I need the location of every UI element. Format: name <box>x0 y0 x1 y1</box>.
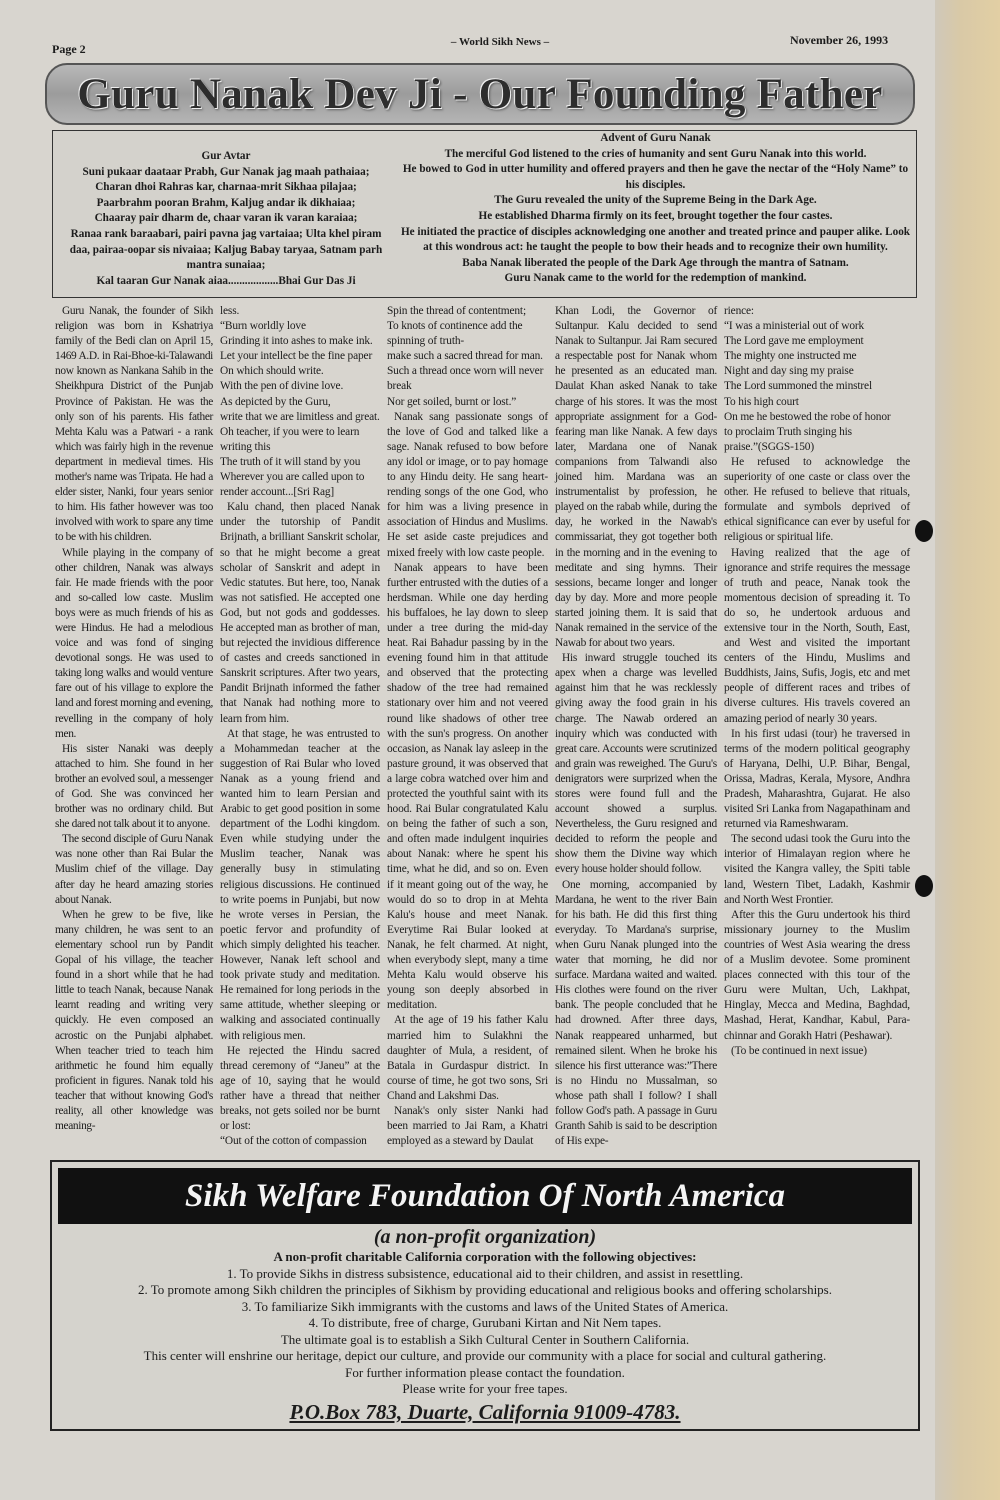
advent-line: The Guru revealed the unity of the Supreme Being in the Dark Age. <box>494 194 817 207</box>
advent-line: Guru Nanak came to the world for the redemption of mankind. <box>504 272 807 285</box>
article-paragraph: Khan Lodi, the Governor of Sultanpur. Kalu decided to send Nanak to Sultanpur. Jai Ram secured a respectable post for Nanak whom he presented as an educated man. Daulat Khan asked Nanak to take charge of his stores. It was the most appropriate assignment for a God-fearing man like Nanak. A few days later, Mardana one of Nanak companions from Talwandi also joined him. Mardana was an instrumentalist by profession, he played on the rabab while, during the day, he worked in the Nawab's commissariat, they got together both in the morning and in the evening to meditate and sing hymns. Their sessions, became longer and longer day by day. More and more people started joining them. It is said that Nanak remained in the service of the Nawab for about two years. <box>555 305 717 650</box>
article-paragraph: His sister Nanaki was deeply attached to him. She found in her brother an evolved soul, a messenger of God. She was convinced her brother was no ordinary child. But she dared not talk about it to anyone. <box>55 742 213 831</box>
article-column-1 <box>55 304 213 1134</box>
article-paragraph: Such a thread once worn will never break <box>387 365 544 393</box>
article-paragraph: Having realized that the age of ignorance and strife requires the message of truth and peace, Nanak took the momentous decision of spreading it. To do so, he undertook arduous and extensive tour in the North, South, East, and West and visited the important centers of the Hindu, Muslims and Buddhists, Jains, Sufis, Jogis, etc and met people of different races and tribes of diverse cultures. His travels covered an amazing period of nearly 30 years. <box>724 546 910 725</box>
article-column-2 <box>220 304 380 1149</box>
punch-hole <box>915 875 933 897</box>
article-paragraph: Nanak appears to have been further entrusted with the duties of a herdsman. While one day herding his buffaloes, he lay down to sleep under a tree during the mid-day heat. Rai Bahadur passing by in the evening found him in that attitude and observed that the protecting shadow of the tree had remained stationary over him and not veered round like shadows of other tree with the sun's progress. On another occasion, as Nanak lay asleep in the pasture ground, it was observed that a large cobra watched over him and protected the youthful saint with its hood. Rai Bular congratulated Kalu on being the father of such a son, and often made indulgent inquiries about Nanak: where he spent his time, what he did, and so on. Even if it meant going out of the way, he would do so to drop in at Mehta Kalu's house and meet Nanak. Everytime Rai Bular looked at Nanak, he felt charmed. At night, when everybody slept, many a time Mehta Kalu would observe his young son deeply absorbed in meditation. <box>387 561 548 1012</box>
article-paragraph: One morning, accompanied by Mardana, he went to the river Bain for his bath. He did this first thing everyday. To Mardana's surprise, when Guru Nanak plunged into the water that morning, he did nor surface. Mardana waited and waited. His clothes were found on the river bank. The people concluded that he had drowned. After three days, Nanak reappeared unharmed, but remained silent. When he broke his silence his first utterance was:”There is no Hindu no Mussalman, so whose path shall I follow? I shall follow God's path. A passage in Guru Granth Sahib is said to be description of His expe- <box>555 878 717 1148</box>
article-paragraph: Nor get soiled, burnt or lost.” <box>387 395 517 408</box>
article-paragraph: When he grew to be five, like many children, he was sent to an elementary school run by Pandit Gopal of his village, the teacher found in a short while that he had little to teach Nanak, because Nanak learnt reading and writing very quickly. He even composed an acrostic on the Punjabi alphabet. When teacher tried to teach him arithmetic he found him equally proficient in figures. Nanak told his teacher that without knowing God's reality, all other knowledge was meaning- <box>55 908 213 1133</box>
ad-line: 3. To familiarize Sikh immigrants with the customs and laws of the United States of America. <box>241 1298 729 1314</box>
gur-avtar-line: Suni pukaar daataar Prabh, Gur Nanak jag maah pathaiaa; <box>82 165 370 178</box>
article-paragraph: less. <box>220 305 240 317</box>
ad-address: P.O.Box 783, Duarte, California 91009-4783. <box>289 1399 681 1424</box>
ad-line: 1. To provide Sikhs in distress subsistence, educational aid to their children, and assist in resettling. <box>226 1265 744 1281</box>
ad-line: Please write for your free tapes. <box>402 1381 568 1396</box>
gur-avtar-line: Paarbrahm pooran Brahm, Kaljug andar ik dikhaiaa; <box>96 196 356 209</box>
advent-line: The merciful God listened to the cries of humanity and sent Guru Nanak into this world. <box>444 147 867 160</box>
article-paragraph: Let your intellect be the fine paper <box>220 350 373 363</box>
page-number: Page 2 <box>52 42 86 56</box>
advent-line: He initiated the practice of disciples acknowledging one another and treated prince and pauper alike. Look at this wondrous act: he taught the people to bow their heads and to recognize their own humility. <box>400 225 911 254</box>
intro-box <box>52 130 917 298</box>
article-paragraph: rience: <box>724 305 754 317</box>
article-paragraph: Nanak sang passionate songs of the love of God and talked like a sage. Nanak refused to bow before any idol or image, or to pay homage to any Hindu deity. He sang heart-rending songs of the one God, who for him was a living presence in association of Hindus and Muslims. He set aside caste prejudices and mixed freely with low caste people. <box>387 410 548 559</box>
page-edge <box>935 0 1000 1500</box>
ad-line: This center will enshrine our heritage, depict our culture, and provide our community with a place for social and cultural gathering. <box>143 1348 827 1363</box>
ad-line: A non-profit charitable California corporation with the following objectives: <box>273 1249 697 1264</box>
article-paragraph: The truth of it will stand by you <box>220 455 361 468</box>
article-paragraph: (To be continued in next issue) <box>731 1044 867 1057</box>
issue-date: November 26, 1993 <box>790 33 889 47</box>
article-paragraph: Grinding it into ashes to make ink. <box>220 335 373 348</box>
ad-line: For further information please contact the foundation. <box>345 1364 625 1380</box>
article-paragraph: make such a sacred thread for man. <box>387 350 543 363</box>
article-paragraph: Nanak's only sister Nanki had been married to Jai Ram, a Khatri employed as a steward by Daulat <box>387 1104 548 1148</box>
article-paragraph: Oh teacher, if you were to learn writing this <box>220 425 360 453</box>
ad-line: 4. To distribute, free of charge, Gurubani Kirtan and Nit Nem tapes. <box>308 1315 662 1330</box>
article-paragraph: “Burn worldly love <box>220 320 306 333</box>
article-paragraph: On me he bestowed the robe of honor <box>724 410 891 423</box>
article-paragraph: Wherever you are called upon to render account...[Sri Rag] <box>220 471 365 499</box>
article-column-3 <box>387 304 548 1149</box>
article-paragraph: “Out of the cotton of compassion <box>220 1135 367 1148</box>
article-paragraph: With the pen of divine love. <box>220 380 344 393</box>
punch-hole <box>915 520 933 542</box>
article-paragraph: Guru Nanak, the founder of Sikh religion was born in Kshatriya family of the Bedi clan on April 15, 1469 A.D. in Rai-Bhoe-ki-Talawandi now known as Nankana Sahib in the Sheikhpura District of the Punjab Province of Pakistan. He was the only son of his parents. His father Mehta Kalu was a Patwari - a rank which was fairly high in the revenue department in medieval times. His mother's name was Tripata. He had a elder sister, Nanki, four years senior to him. His father however was too involved with work to spare any time to be with his children. <box>55 305 213 544</box>
article-paragraph: While playing in the company of other children, Nanak was always fair. He made friends with the poor and so-called low caste. Muslim boys were as much friends of his as were Hindus. He had a melodious voice and was fond of singing devotional songs. He was used to taking long walks and would venture fare out of his village to explore the land and forest morning and evening, revelling in the company of holy men. <box>55 546 213 740</box>
headline: Guru Nanak Dev Ji - Our Founding Father <box>77 70 883 118</box>
article-column-4 <box>555 304 717 1149</box>
article-paragraph: His inward struggle touched its apex when a charge was levelled against him that he was recklessly giving away the food grain in his charge. The Nawab ordered an inquiry which was conducted with great care. Accounts were scrutinized and grain was reweighed. The Guru's denigrators were surprized when the stores were found full and the account showed a surplus. Nevertheless, the Guru resigned and decided to reform the people and show them the Divine way which every house holder should follow. <box>555 652 717 876</box>
article-paragraph: To knots of continence add the spinning of truth- <box>387 320 523 348</box>
article-paragraph: The second disciple of Guru Nanak was none other than Rai Bular the Muslim chief of the village. Day after day he heard amazing stories about Nanak. <box>55 833 213 906</box>
article-paragraph: He rejected the Hindu sacred thread ceremony of “Janeu” at the age of 10, saying that he would rather have a thread that neither breaks, not gets soiled nor be burnt or lost: <box>220 1044 380 1133</box>
article-paragraph: As depicted by the Guru, <box>220 395 331 408</box>
gur-avtar-line: Kal taaran Gur Nanak aiaa..................Bhai Gur Das Ji <box>96 274 356 287</box>
advent-heading: Advent of Guru Nanak <box>600 132 711 144</box>
article-paragraph: “I was a ministerial out of work <box>724 320 865 333</box>
paper-name: – World Sikh News – <box>450 36 550 48</box>
article-paragraph: Kalu chand, then placed Nanak under the tutorship of Pandit Brijnath, a brilliant Sanskrit scholar, so that he might become a great scholar of Sanskrit and adept in Vedic statutes. But here, too, Nanak was not satisfied. He accepted one God, but not gods and goddesses. He accepted man as brother of man, but rejected the invidious difference of castes and creeds sanctioned in Sanskrit scriptures. After two years, Pandit Brijnath informed the father that Nanak had nothing more to learn from him. <box>220 501 380 725</box>
ad-line: The ultimate goal is to establish a Sikh Cultural Center in Southern California. <box>280 1331 690 1347</box>
article-paragraph: write that we are limitless and great. <box>220 410 380 423</box>
gur-avtar <box>61 149 391 289</box>
gur-avtar-line: Ranaa rank baraabari, pairi pavna jag vartaiaa; Ulta khel piram daa, pairaa-oopar sis nivaiaa; Kaljug Babay taryaa, Satnam parh mantra sunaiaa; <box>69 227 383 272</box>
headline-banner <box>45 63 915 125</box>
gur-avtar-line: Charan dhoi Rahras kar, charnaa-mrit Sikhaa pilajaa; <box>95 181 357 194</box>
ad-line: 2. To promote among Sikh children the principles of Sikhism by providing educational and religious books and offering scholarships. <box>137 1282 832 1297</box>
article-paragraph: Spin the thread of contentment; <box>387 305 526 317</box>
article-column-5 <box>724 304 910 1059</box>
article-paragraph: The Lord summoned the minstrel <box>724 380 872 393</box>
advent <box>398 131 913 287</box>
article-paragraph: After this the Guru undertook his third missionary journey to the Muslim countries of West Asia wearing the dress of a Muslim devotee. Some prominent places connected with this tour of the Guru were Multan, Uch, Lakhpat, Hinglay, Mecca and Medina, Baghdad, Mashad, Herat, Kandhar, Kabul, Para-chinnar and Gorakh Hatri (Peshawar). <box>724 908 910 1042</box>
article-paragraph: At that stage, he was entrusted to a Mohammedan teacher at the suggestion of Rai Bular who loved Nanak as a young friend and wanted him to learn Persian and Arabic to get good position in some department of the Lodhi kingdom. Even while studying under the Muslim teacher, Nanak was generally busy in stimulating religious discussions. He continued to write poems in Punjabi, but now he wrote verses in Persian, the poetic fervor and profundity of which simply delighted his teacher. However, Nanak left school and took private study and meditation. He remained for long periods in the same attitude, whether sleeping or walking and associated continually with religious men. <box>220 727 380 1042</box>
advertisement <box>50 1160 920 1431</box>
article-paragraph: The mighty one instructed me <box>724 350 857 363</box>
advent-line: He bowed to God in utter humility and offered prayers and then he gave the nectar of the “Holy Name” to his disciples. <box>402 163 909 191</box>
advent-line: He established Dharma firmly on its feet, brought together the four castes. <box>478 209 833 222</box>
advent-line: Baba Nanak liberated the people of the Dark Age through the mantra of Satnam. <box>462 256 849 269</box>
article-paragraph: The Lord gave me employment <box>724 335 864 348</box>
article-paragraph: He refused to acknowledge the superiority of one caste or class over the other. He refused to believe that rituals, formulate and symbols deprived of ethical significance can ever by useful for religious or spiritual life. <box>724 455 910 544</box>
article-paragraph: The second udasi took the Guru into the interior of Himalayan region where he visited the Kangra valley, the Spiti table land, Western Tibet, Ladakh, Kashmir and North West Frontier. <box>724 833 910 906</box>
article-paragraph: To his high court <box>724 395 799 408</box>
article-paragraph: to proclaim Truth singing his praise.”(SGGS-150) <box>724 425 852 453</box>
gur-avtar-line: Chaaray pair dharm de, chaar varan ik varan karaiaa; <box>94 212 358 225</box>
article-paragraph: At the age of 19 his father Kalu married him to Sulakhni the daughter of Mula, a resident, of Batala in Gurdaspur district. In course of time, he got two sons, Sri Chand and Lakshmi Das. <box>387 1014 548 1102</box>
article-paragraph: Night and day sing my praise <box>724 365 854 378</box>
article-paragraph: In his first udasi (tour) he traversed in terms of the modern political geography of Haryana, Delhi, U.P. Bihar, Bengal, Orissa, Madras, Kerala, Mysore, Andhra Pradesh, Maharashtra, Gujarat. He also visited Sri Lanka from Nagapathinam and returned via Rameshwaram. <box>724 727 910 831</box>
ad-banner: Sikh Welfare Foundation Of North America <box>58 1168 912 1224</box>
gur-avtar-heading: Gur Avtar <box>201 150 251 162</box>
ad-subtitle: (a non-profit organization) <box>373 1226 597 1248</box>
article-paragraph: On which should write. <box>220 365 324 378</box>
